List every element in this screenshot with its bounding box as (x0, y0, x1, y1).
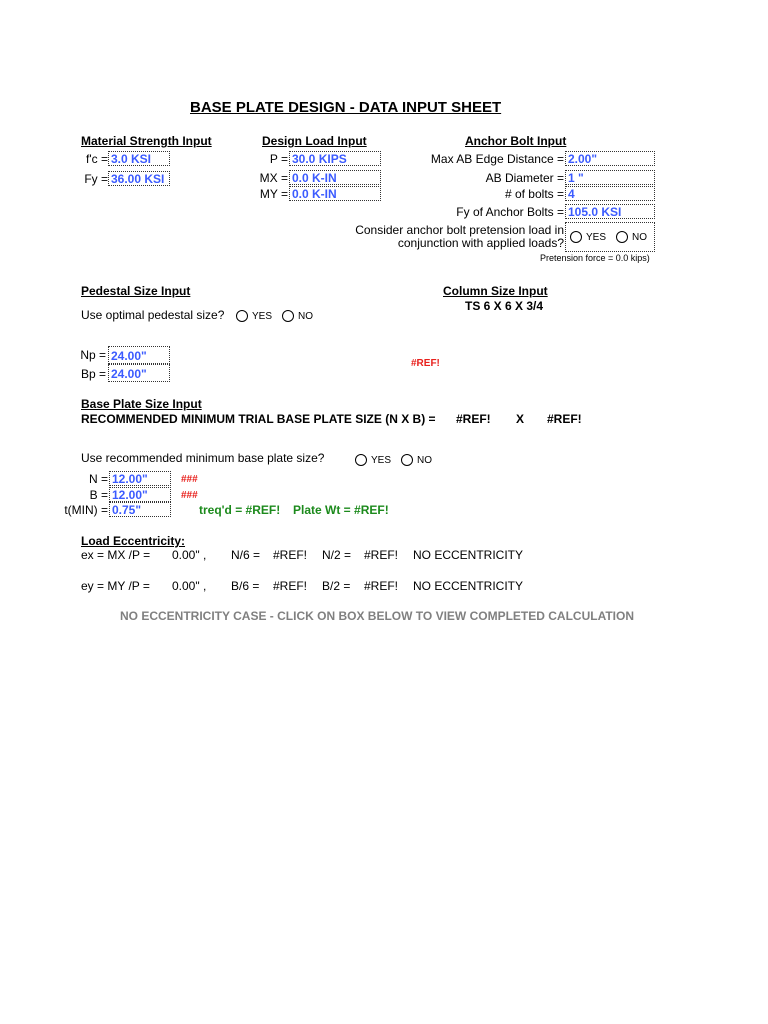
my-label: MY = (259, 187, 288, 201)
radio-circle-icon (236, 310, 248, 322)
column-size-header: Column Size Input (443, 284, 548, 298)
num-bolts-input[interactable]: 4 (565, 186, 655, 201)
optimal-pedestal-question: Use optimal pedestal size? (81, 308, 225, 322)
ab-edge-label: Max AB Edge Distance = (430, 152, 564, 166)
ab-fy-input[interactable]: 105.0 KSI (565, 204, 655, 219)
fy-input[interactable]: 36.00 KSI (108, 171, 170, 186)
num-bolts-label: # of bolts = (504, 187, 564, 201)
b2-label: B/2 = (322, 579, 351, 593)
radio-circle-icon (355, 454, 367, 466)
b-label: B = (89, 488, 108, 502)
recommended-size-label: RECOMMENDED MINIMUM TRIAL BASE PLATE SIZE (N X B) = (81, 412, 436, 426)
ex-result: NO ECCENTRICITY (413, 548, 524, 562)
recommended-n-value: #REF! (456, 412, 491, 426)
eccentricity-case-note[interactable]: NO ECCENTRICITY CASE - CLICK ON BOX BELOW TO VIEW COMPLETED CALCULATION (120, 609, 635, 623)
plate-weight-value: Plate Wt = #REF! (293, 503, 389, 517)
radio-circle-icon (401, 454, 413, 466)
n-label: N = (88, 472, 108, 486)
radio-circle-icon (616, 231, 628, 243)
treqd-value: treq'd = #REF! (199, 503, 281, 517)
ex-value: 0.00" , (172, 548, 207, 562)
bp-input[interactable]: 24.00" (108, 364, 170, 382)
p-label: P = (269, 152, 288, 166)
pedestal-yes-option[interactable]: YES (236, 310, 272, 322)
column-size-value: TS 6 X 6 X 3/4 (465, 299, 544, 313)
use-recommended-question: Use recommended minimum base plate size? (81, 451, 325, 465)
n-overflow-flag: ### (181, 474, 198, 485)
ab-fy-label: Fy of Anchor Bolts = (456, 205, 564, 219)
pretension-yes-option[interactable]: YES (570, 231, 606, 243)
b6-value: #REF! (273, 579, 308, 593)
ab-diameter-input[interactable]: 1 " (565, 170, 655, 185)
radio-circle-icon (570, 231, 582, 243)
ab-diameter-label: AB Diameter = (485, 171, 564, 185)
pretension-note: Pretension force = 0.0 kips) (540, 253, 650, 263)
b6-label: B/6 = (231, 579, 260, 593)
pretension-question-1: Consider anchor bolt pretension load in (355, 223, 564, 237)
n2-value: #REF! (364, 548, 399, 562)
material-strength-header: Material Strength Input (81, 134, 212, 148)
ex-label: ex = MX /P = (81, 548, 151, 562)
pedestal-size-header: Pedestal Size Input (81, 284, 191, 298)
radio-circle-icon (282, 310, 294, 322)
fy-label: Fy = (84, 172, 108, 186)
pretension-no-option[interactable]: NO (616, 231, 647, 243)
n6-value: #REF! (273, 548, 308, 562)
b2-value: #REF! (364, 579, 399, 593)
ey-label: ey = MY /P = (81, 579, 150, 593)
b-input[interactable]: 12.00" (109, 487, 171, 502)
pedestal-no-option[interactable]: NO (282, 310, 313, 322)
np-label: Np = (80, 348, 106, 362)
design-load-header: Design Load Input (262, 134, 367, 148)
mx-input[interactable]: 0.0 K-IN (289, 170, 381, 185)
anchor-bolt-header: Anchor Bolt Input (465, 134, 567, 148)
n-input[interactable]: 12.00" (109, 471, 171, 486)
n2-label: N/2 = (322, 548, 352, 562)
recommended-b-value: #REF! (547, 412, 582, 426)
pretension-question-2: conjunction with applied loads? (397, 236, 564, 250)
ey-value: 0.00" , (172, 579, 207, 593)
fc-input[interactable]: 3.0 KSI (108, 151, 170, 166)
use-recommended-no-option[interactable]: NO (401, 454, 432, 466)
tmin-input[interactable]: 0.75" (109, 502, 171, 517)
b-overflow-flag: ### (181, 490, 198, 501)
ab-edge-input[interactable]: 2.00" (565, 151, 655, 166)
tmin-label: t(MIN) = (64, 503, 108, 517)
np-input[interactable]: 24.00" (108, 346, 170, 364)
load-eccentricity-header: Load Eccentricity: (81, 534, 186, 548)
n6-label: N/6 = (231, 548, 261, 562)
bp-label: Bp = (80, 367, 106, 381)
base-plate-size-header: Base Plate Size Input (81, 397, 202, 411)
recommended-x: X (516, 412, 525, 426)
my-input[interactable]: 0.0 K-IN (289, 186, 381, 201)
mx-label: MX = (259, 171, 288, 185)
fc-label: f'c = (86, 152, 108, 166)
pedestal-ref-error: #REF! (411, 358, 440, 369)
ey-result: NO ECCENTRICITY (413, 579, 524, 593)
p-input[interactable]: 30.0 KIPS (289, 151, 381, 166)
page-title: BASE PLATE DESIGN - DATA INPUT SHEET (190, 99, 502, 116)
use-recommended-yes-option[interactable]: YES (355, 454, 391, 466)
